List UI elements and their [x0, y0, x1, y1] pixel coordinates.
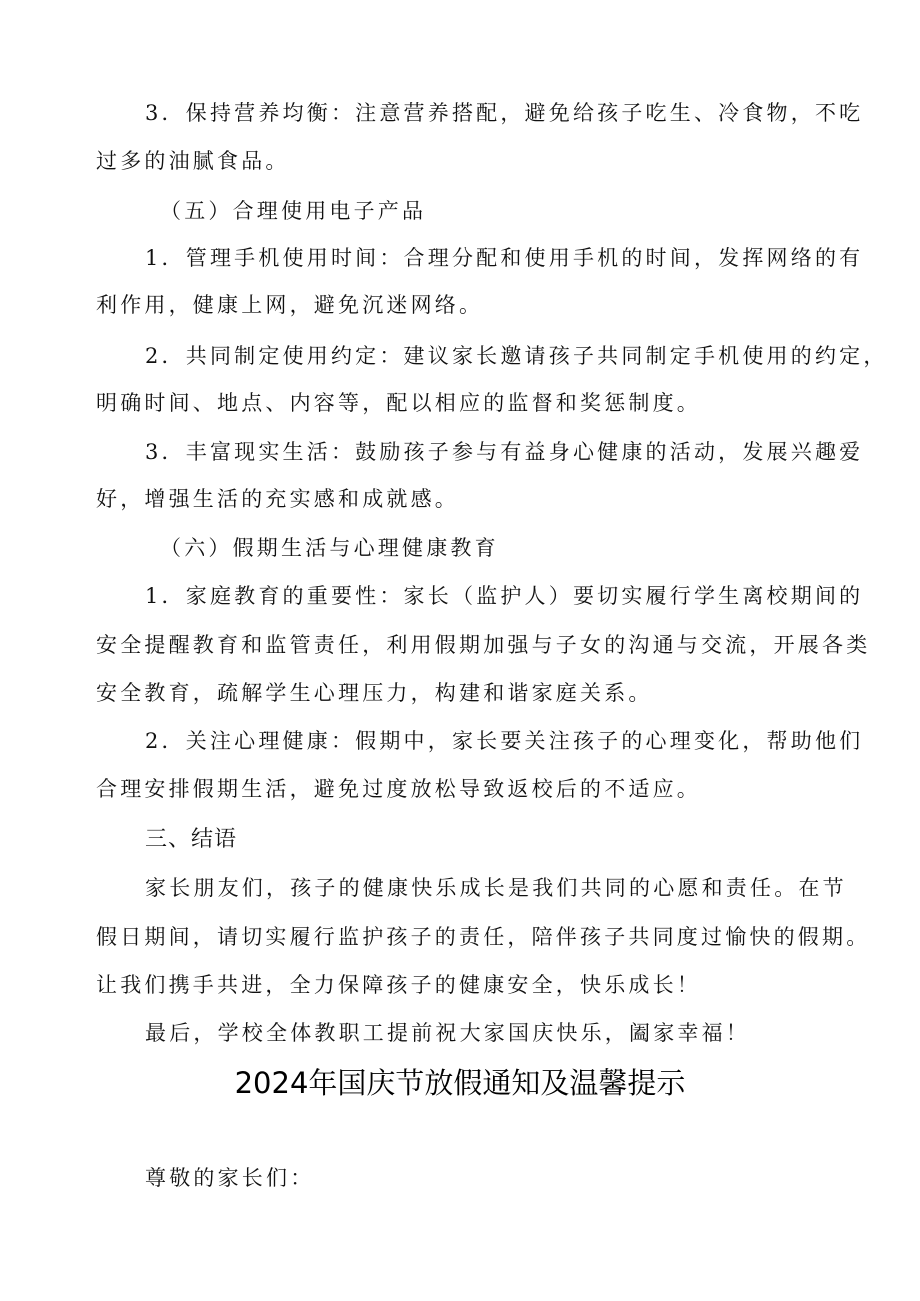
section-5-heading: （五）合理使用电子产品: [160, 199, 427, 223]
item-family-education-line3: 安全教育，疏解学生心理压力，构建和谐家庭关系。: [96, 681, 653, 705]
item-real-life-line2: 好，增强生活的充实感和成就感。: [96, 487, 459, 511]
item-mental-health-line1: 2．关注心理健康：假期中，家长要关注孩子的心理变化，帮助他们: [145, 729, 864, 753]
item-mental-health-line2: 合理安排假期生活，避免过度放松导致返校后的不适应。: [96, 777, 701, 801]
conclusion-para1-line3: 让我们携手共进，全力保障孩子的健康安全，快乐成长！: [96, 973, 701, 997]
item-real-life-line1: 3．丰富现实生活：鼓励孩子参与有益身心健康的活动，发展兴趣爱: [145, 440, 864, 464]
item-family-education-line2: 安全提醒教育和监管责任，利用假期加强与子女的沟通与交流，开展各类: [96, 633, 871, 657]
item-phone-time-line1: 1．管理手机使用时间：合理分配和使用手机的时间，发挥网络的有: [145, 246, 864, 270]
notice-title: 2024年国庆节放假通知及温馨提示: [234, 1066, 686, 1100]
item-nutrition-line2: 过多的油腻食品。: [96, 149, 290, 173]
salutation: 尊敬的家长们：: [145, 1166, 315, 1190]
item-agreement-line2: 明确时间、地点、内容等，配以相应的监督和奖惩制度。: [96, 391, 701, 415]
item-agreement-line1: 2．共同制定使用约定：建议家长邀请孩子共同制定手机使用的约定，: [145, 344, 888, 368]
section-6-heading: （六）假期生活与心理健康教育: [160, 536, 499, 560]
conclusion-para1-line2: 假日期间，请切实履行监护孩子的责任，陪伴孩子共同度过愉快的假期。: [96, 925, 871, 949]
conclusion-para2: 最后，学校全体教职工提前祝大家国庆快乐，阖家幸福！: [145, 1021, 750, 1045]
conclusion-para1-line1: 家长朋友们，孩子的健康快乐成长是我们共同的心愿和责任。在节: [145, 876, 847, 900]
item-phone-time-line2: 利作用，健康上网，避免沉迷网络。: [96, 293, 484, 317]
item-family-education-line1: 1．家庭教育的重要性：家长（监护人）要切实履行学生离校期间的: [145, 584, 864, 608]
item-nutrition-line1: 3．保持营养均衡：注意营养搭配，避免给孩子吃生、冷食物，不吃: [145, 101, 864, 125]
conclusion-heading: 三、结语: [145, 827, 238, 852]
